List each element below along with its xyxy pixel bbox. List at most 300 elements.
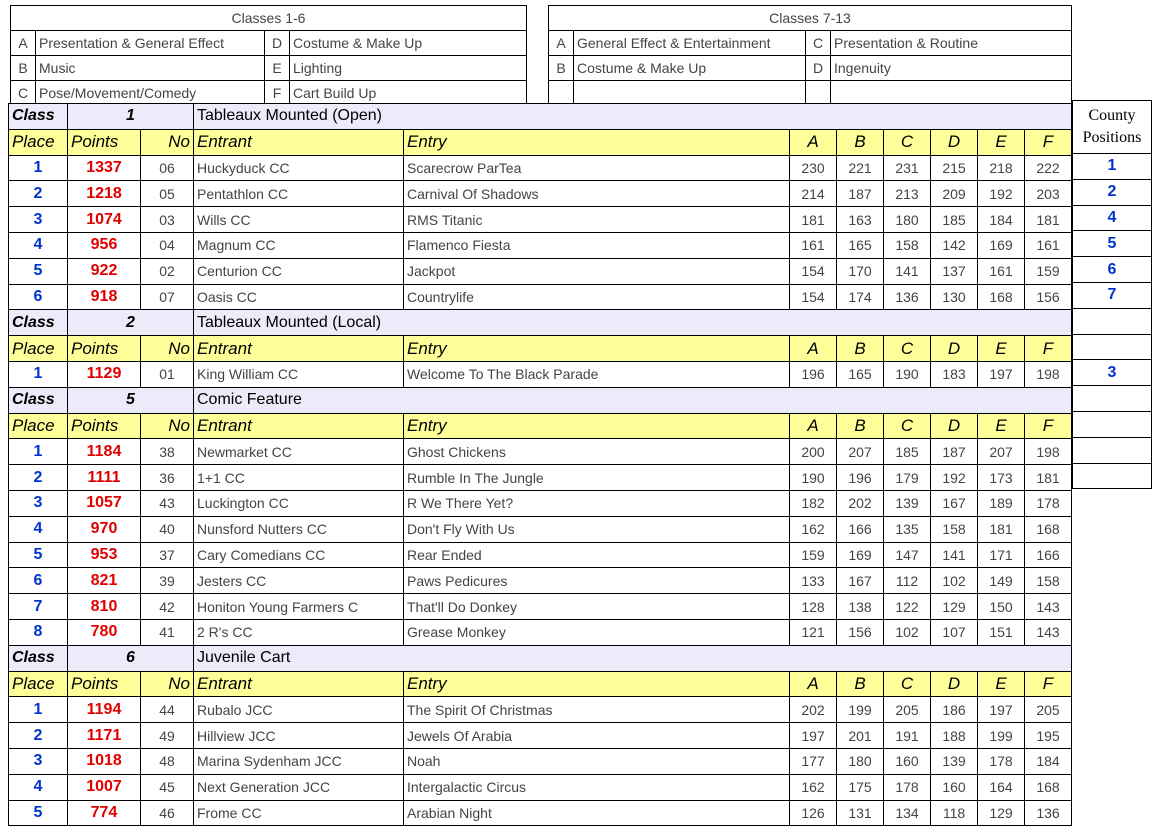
header-place: Place [9, 671, 68, 697]
score-cell: 165 [837, 232, 884, 258]
entry-cell: Countrylife [404, 284, 790, 310]
score-cell: 137 [931, 258, 978, 284]
county-position-cell: 6 [1073, 257, 1152, 283]
place-cell: 6 [9, 284, 68, 310]
header-no: No [141, 129, 194, 155]
score-cell: 128 [790, 594, 837, 620]
header-points: Points [68, 671, 141, 697]
entry-cell: Jackpot [404, 258, 790, 284]
score-cell: 161 [790, 232, 837, 258]
entry-cell: R We There Yet? [404, 490, 790, 516]
score-cell: 166 [1025, 542, 1072, 568]
table-row [9, 284, 1072, 310]
score-cell: 201 [837, 723, 884, 749]
score-cell: 164 [978, 774, 1025, 800]
score-cell: 192 [978, 181, 1025, 207]
county-position-cell: 5 [1073, 231, 1152, 257]
county-blank-cell [1073, 411, 1152, 437]
score-cell: 136 [884, 284, 931, 310]
legend-label: Presentation & General Effect [36, 31, 265, 56]
class-name: Juvenile Cart [194, 645, 1072, 671]
table-row [9, 258, 1072, 284]
score-cell: 209 [931, 181, 978, 207]
score-cell: 197 [978, 697, 1025, 723]
header-score-e: E [978, 336, 1025, 362]
header-score-d: D [931, 413, 978, 439]
header-score-b: B [837, 129, 884, 155]
entrant-cell: Luckington CC [194, 490, 404, 516]
points-cell: 1171 [68, 723, 141, 749]
header-points: Points [68, 413, 141, 439]
score-cell: 190 [884, 361, 931, 387]
place-cell: 5 [9, 542, 68, 568]
header-no: No [141, 336, 194, 362]
class-number: 6 [68, 645, 194, 671]
entry-number-cell: 02 [141, 258, 194, 284]
score-cell: 159 [1025, 258, 1072, 284]
table-row [9, 439, 1072, 465]
header-no: No [141, 671, 194, 697]
legend-title: Classes 7-13 [549, 6, 1072, 31]
county-position-cell: 4 [1073, 205, 1152, 231]
header-score-d: D [931, 336, 978, 362]
score-cell: 186 [931, 697, 978, 723]
table-row [9, 748, 1072, 774]
entry-number-cell: 48 [141, 748, 194, 774]
county-position-cell: 7 [1073, 282, 1152, 308]
entry-cell: The Spirit Of Christmas [404, 697, 790, 723]
points-cell: 953 [68, 542, 141, 568]
header-score-b: B [837, 671, 884, 697]
entrant-cell: 1+1 CC [194, 465, 404, 491]
entry-cell: Paws Pedicures [404, 568, 790, 594]
score-cell: 166 [837, 516, 884, 542]
header-score-a: A [790, 671, 837, 697]
place-cell: 8 [9, 619, 68, 645]
entrant-cell: Centurion CC [194, 258, 404, 284]
class-number: 5 [68, 387, 194, 413]
county-blank-cell [1073, 437, 1152, 463]
points-cell: 774 [68, 800, 141, 826]
results-table [8, 103, 1072, 826]
entry-cell: Arabian Night [404, 800, 790, 826]
score-cell: 175 [837, 774, 884, 800]
score-cell: 205 [884, 697, 931, 723]
score-cell: 180 [884, 207, 931, 233]
entry-cell: Scarecrow ParTea [404, 155, 790, 181]
place-cell: 1 [9, 155, 68, 181]
score-cell: 171 [978, 542, 1025, 568]
entry-cell: Ghost Chickens [404, 439, 790, 465]
legend-key: C [806, 31, 831, 56]
points-cell: 1218 [68, 181, 141, 207]
score-cell: 143 [1025, 594, 1072, 620]
entry-number-cell: 49 [141, 723, 194, 749]
legend-label: Pose/Movement/Comedy [36, 81, 265, 106]
place-cell: 4 [9, 516, 68, 542]
points-cell: 1057 [68, 490, 141, 516]
place-cell: 4 [9, 774, 68, 800]
entrant-cell: Wills CC [194, 207, 404, 233]
points-cell: 1018 [68, 748, 141, 774]
score-cell: 221 [837, 155, 884, 181]
score-cell: 178 [978, 748, 1025, 774]
entry-cell: Grease Monkey [404, 619, 790, 645]
score-cell: 141 [931, 542, 978, 568]
place-cell: 4 [9, 232, 68, 258]
place-cell: 6 [9, 568, 68, 594]
entrant-cell: Rubalo JCC [194, 697, 404, 723]
entrant-cell: Honiton Young Farmers C [194, 594, 404, 620]
score-cell: 138 [837, 594, 884, 620]
score-cell: 167 [931, 490, 978, 516]
entry-number-cell: 03 [141, 207, 194, 233]
header-score-f: F [1025, 129, 1072, 155]
legend-key: D [265, 31, 290, 56]
score-cell: 160 [884, 748, 931, 774]
header-entry: Entry [404, 671, 790, 697]
legend-classes-1-6 [10, 5, 527, 106]
entrant-cell: Newmarket CC [194, 439, 404, 465]
score-cell: 112 [884, 568, 931, 594]
points-cell: 1194 [68, 697, 141, 723]
score-cell: 156 [837, 619, 884, 645]
points-cell: 1111 [68, 465, 141, 491]
legend-key: B [11, 56, 36, 81]
table-row [9, 361, 1072, 387]
table-row [9, 181, 1072, 207]
entrant-cell: Frome CC [194, 800, 404, 826]
points-cell: 1184 [68, 439, 141, 465]
score-cell: 102 [931, 568, 978, 594]
place-cell: 1 [9, 361, 68, 387]
points-cell: 1074 [68, 207, 141, 233]
header-score-e: E [978, 413, 1025, 439]
legend-label: Costume & Make Up [290, 31, 527, 56]
place-cell: 7 [9, 594, 68, 620]
score-cell: 161 [1025, 232, 1072, 258]
entry-number-cell: 44 [141, 697, 194, 723]
header-score-d: D [931, 129, 978, 155]
entry-number-cell: 42 [141, 594, 194, 620]
county-blank-cell [1073, 334, 1152, 360]
score-cell: 200 [790, 439, 837, 465]
score-cell: 102 [884, 619, 931, 645]
entrant-cell: Marina Sydenham JCC [194, 748, 404, 774]
header-score-f: F [1025, 336, 1072, 362]
score-cell: 162 [790, 774, 837, 800]
score-cell: 139 [884, 490, 931, 516]
score-cell: 142 [931, 232, 978, 258]
legend-empty-cell [831, 81, 1072, 106]
score-cell: 207 [978, 439, 1025, 465]
score-cell: 135 [884, 516, 931, 542]
class-title-row [9, 310, 1072, 336]
place-cell: 1 [9, 697, 68, 723]
entry-cell: Welcome To The Black Parade [404, 361, 790, 387]
legend-label: Lighting [290, 56, 527, 81]
header-score-b: B [837, 413, 884, 439]
legend-label: Cart Build Up [290, 81, 527, 106]
score-cell: 214 [790, 181, 837, 207]
place-cell: 3 [9, 207, 68, 233]
score-cell: 192 [931, 465, 978, 491]
score-cell: 177 [790, 748, 837, 774]
table-row [9, 490, 1072, 516]
score-cell: 134 [884, 800, 931, 826]
county-position-cell: 1 [1073, 154, 1152, 180]
score-cell: 196 [837, 465, 884, 491]
entry-number-cell: 39 [141, 568, 194, 594]
place-cell: 5 [9, 258, 68, 284]
header-score-e: E [978, 671, 1025, 697]
score-cell: 126 [790, 800, 837, 826]
score-cell: 168 [1025, 774, 1072, 800]
table-row [9, 568, 1072, 594]
class-label: Class [9, 310, 68, 336]
score-cell: 198 [1025, 439, 1072, 465]
entry-number-cell: 37 [141, 542, 194, 568]
class-name: Comic Feature [194, 387, 1072, 413]
score-cell: 199 [837, 697, 884, 723]
table-row [9, 723, 1072, 749]
header-entry: Entry [404, 413, 790, 439]
score-cell: 182 [790, 490, 837, 516]
score-cell: 231 [884, 155, 931, 181]
score-cell: 131 [837, 800, 884, 826]
header-score-d: D [931, 671, 978, 697]
score-cell: 184 [1025, 748, 1072, 774]
entry-number-cell: 46 [141, 800, 194, 826]
entry-cell: Intergalactic Circus [404, 774, 790, 800]
score-cell: 118 [931, 800, 978, 826]
place-cell: 2 [9, 723, 68, 749]
points-cell: 1129 [68, 361, 141, 387]
entry-number-cell: 06 [141, 155, 194, 181]
header-entrant: Entrant [194, 671, 404, 697]
score-cell: 218 [978, 155, 1025, 181]
entry-cell: Rumble In The Jungle [404, 465, 790, 491]
entrant-cell: Magnum CC [194, 232, 404, 258]
class-label: Class [9, 104, 68, 130]
class-name: Tableaux Mounted (Open) [194, 104, 1072, 130]
score-cell: 179 [884, 465, 931, 491]
header-place: Place [9, 413, 68, 439]
score-cell: 230 [790, 155, 837, 181]
score-cell: 168 [978, 284, 1025, 310]
score-cell: 107 [931, 619, 978, 645]
entry-cell: RMS Titanic [404, 207, 790, 233]
entrant-cell: Huckyduck CC [194, 155, 404, 181]
legend-key: F [265, 81, 290, 106]
score-cell: 195 [1025, 723, 1072, 749]
place-cell: 5 [9, 800, 68, 826]
header-entry: Entry [404, 336, 790, 362]
score-cell: 154 [790, 284, 837, 310]
score-cell: 158 [884, 232, 931, 258]
table-row [9, 207, 1072, 233]
header-score-f: F [1025, 671, 1072, 697]
score-cell: 181 [978, 516, 1025, 542]
score-cell: 184 [978, 207, 1025, 233]
score-cell: 161 [978, 258, 1025, 284]
header-place: Place [9, 129, 68, 155]
entry-number-cell: 38 [141, 439, 194, 465]
score-cell: 139 [931, 748, 978, 774]
score-cell: 129 [931, 594, 978, 620]
legend-empty-cell [549, 81, 574, 106]
score-cell: 222 [1025, 155, 1072, 181]
entry-cell: That'll Do Donkey [404, 594, 790, 620]
class-number: 2 [68, 310, 194, 336]
county-title-line2: Positions [1082, 129, 1142, 146]
header-points: Points [68, 129, 141, 155]
legend-label: Presentation & Routine [831, 31, 1072, 56]
place-cell: 2 [9, 465, 68, 491]
legend-key: D [806, 56, 831, 81]
table-row [9, 697, 1072, 723]
score-cell: 151 [978, 619, 1025, 645]
score-cell: 180 [837, 748, 884, 774]
county-position-cell: 3 [1073, 360, 1152, 386]
legend-classes-7-13 [548, 5, 1072, 106]
score-cell: 183 [931, 361, 978, 387]
entrant-cell: Jesters CC [194, 568, 404, 594]
entry-number-cell: 01 [141, 361, 194, 387]
score-cell: 129 [978, 800, 1025, 826]
legend-title: Classes 1-6 [11, 6, 527, 31]
score-cell: 160 [931, 774, 978, 800]
header-score-b: B [837, 336, 884, 362]
entry-cell: Don't Fly With Us [404, 516, 790, 542]
score-cell: 198 [1025, 361, 1072, 387]
column-header-row [9, 413, 1072, 439]
points-cell: 970 [68, 516, 141, 542]
table-row [9, 594, 1072, 620]
entry-number-cell: 41 [141, 619, 194, 645]
points-cell: 1337 [68, 155, 141, 181]
table-row [9, 516, 1072, 542]
class-title-row [9, 387, 1072, 413]
legend-empty-cell [574, 81, 806, 106]
score-cell: 213 [884, 181, 931, 207]
score-cell: 170 [837, 258, 884, 284]
score-cell: 130 [931, 284, 978, 310]
class-number: 1 [68, 104, 194, 130]
entrant-cell: Nunsford Nutters CC [194, 516, 404, 542]
entrant-cell: Cary Comedians CC [194, 542, 404, 568]
score-cell: 141 [884, 258, 931, 284]
entrant-cell: 2 R's CC [194, 619, 404, 645]
entry-number-cell: 43 [141, 490, 194, 516]
score-cell: 202 [837, 490, 884, 516]
class-name: Tableaux Mounted (Local) [194, 310, 1072, 336]
header-score-a: A [790, 129, 837, 155]
score-cell: 207 [837, 439, 884, 465]
entrant-cell: King William CC [194, 361, 404, 387]
entrant-cell: Pentathlon CC [194, 181, 404, 207]
header-entrant: Entrant [194, 336, 404, 362]
points-cell: 810 [68, 594, 141, 620]
points-cell: 922 [68, 258, 141, 284]
points-cell: 1007 [68, 774, 141, 800]
header-entry: Entry [404, 129, 790, 155]
score-cell: 122 [884, 594, 931, 620]
entrant-cell: Hillview JCC [194, 723, 404, 749]
points-cell: 821 [68, 568, 141, 594]
score-cell: 189 [978, 490, 1025, 516]
entry-number-cell: 40 [141, 516, 194, 542]
entry-cell: Noah [404, 748, 790, 774]
score-cell: 188 [931, 723, 978, 749]
class-label: Class [9, 645, 68, 671]
score-cell: 185 [931, 207, 978, 233]
score-cell: 136 [1025, 800, 1072, 826]
class-title-row [9, 645, 1072, 671]
score-cell: 143 [1025, 619, 1072, 645]
entry-cell: Carnival Of Shadows [404, 181, 790, 207]
score-cell: 178 [884, 774, 931, 800]
legend-key: A [549, 31, 574, 56]
legend-key: B [549, 56, 574, 81]
class-label: Class [9, 387, 68, 413]
score-cell: 205 [1025, 697, 1072, 723]
header-score-c: C [884, 129, 931, 155]
table-row [9, 774, 1072, 800]
entry-number-cell: 45 [141, 774, 194, 800]
score-cell: 181 [790, 207, 837, 233]
place-cell: 1 [9, 439, 68, 465]
entrant-cell: Next Generation JCC [194, 774, 404, 800]
header-score-c: C [884, 336, 931, 362]
score-cell: 173 [978, 465, 1025, 491]
table-row [9, 800, 1072, 826]
score-cell: 167 [837, 568, 884, 594]
table-row [9, 619, 1072, 645]
score-cell: 187 [931, 439, 978, 465]
score-cell: 156 [1025, 284, 1072, 310]
score-cell: 197 [978, 361, 1025, 387]
score-cell: 159 [790, 542, 837, 568]
score-cell: 185 [884, 439, 931, 465]
legend-key: E [265, 56, 290, 81]
legend-label: Costume & Make Up [574, 56, 806, 81]
score-cell: 197 [790, 723, 837, 749]
column-header-row [9, 129, 1072, 155]
legend-key: A [11, 31, 36, 56]
table-row [9, 465, 1072, 491]
header-points: Points [68, 336, 141, 362]
legend-label: Ingenuity [831, 56, 1072, 81]
class-title-row [9, 104, 1072, 130]
score-cell: 181 [1025, 465, 1072, 491]
score-cell: 181 [1025, 207, 1072, 233]
score-cell: 149 [978, 568, 1025, 594]
score-cell: 154 [790, 258, 837, 284]
entry-cell: Jewels Of Arabia [404, 723, 790, 749]
points-cell: 918 [68, 284, 141, 310]
header-entrant: Entrant [194, 413, 404, 439]
score-cell: 165 [837, 361, 884, 387]
score-cell: 168 [1025, 516, 1072, 542]
table-row [9, 542, 1072, 568]
entry-number-cell: 04 [141, 232, 194, 258]
county-blank-cell [1073, 308, 1152, 334]
score-cell: 191 [884, 723, 931, 749]
score-cell: 190 [790, 465, 837, 491]
legend-label: General Effect & Entertainment [574, 31, 806, 56]
score-cell: 174 [837, 284, 884, 310]
